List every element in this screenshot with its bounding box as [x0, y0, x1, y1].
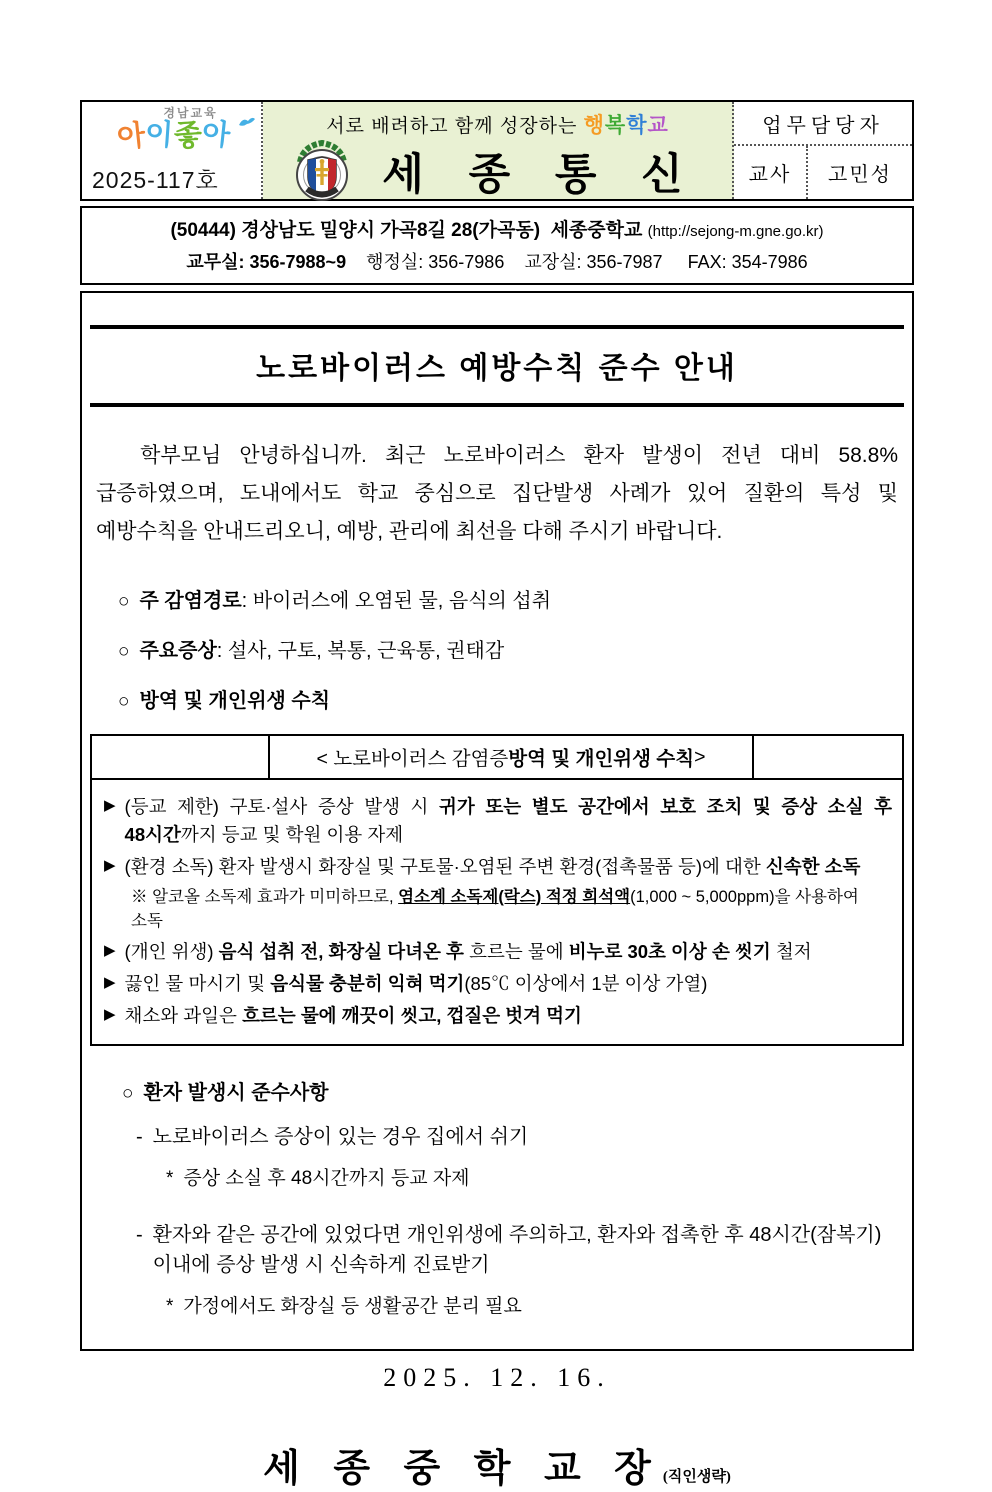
contact-label: 업무담당자: [734, 102, 912, 146]
compliance-subitem: [166, 1293, 892, 1322]
intro-paragraph: 학부모님 안녕하십니까. 최근 노로바이러스 환자 발생이 전년 대비 58.8% 급증하였으며, 도내에서도 학교 중심으로 집단발생 사례가 있어 질환의 특성 및 예방수칙을 안내드리오니, 예방, 관리에 최선을 다해 주시기 바랍니다.: [96, 444, 898, 543]
bullet-list: [118, 584, 912, 713]
bullet-hygiene-rules: [118, 684, 912, 713]
newsletter-title: 세 종 통 신: [382, 151, 700, 199]
rule-note: ※ 알코올 소독제 효과가 미미하므로, 염소계 소독제(락스) 적정 희석액(1,000 ~ 5,000ppm)을 사용하여 소독: [131, 887, 859, 931]
circle-marker: ○: [118, 641, 130, 663]
compliance-text: 증상 소실 후 48시간까지 등교 자제: [183, 1168, 470, 1190]
arrow-marker: ▶: [104, 856, 116, 874]
header-banner: [80, 100, 914, 201]
rule-item: [104, 938, 892, 966]
dash-marker: -: [136, 1223, 143, 1246]
circle-marker: ○: [118, 591, 130, 613]
signature-line: [82, 1437, 912, 1492]
org-name-label: 경남교육: [163, 106, 218, 120]
header-center-cell: [263, 102, 734, 199]
bullet-label: 주 감염경로: [139, 590, 242, 613]
star-marker: *: [166, 1168, 174, 1190]
masthead: [263, 140, 732, 202]
bird-icon: [237, 115, 257, 129]
circle-marker: ○: [118, 691, 130, 713]
contact-row: [734, 146, 912, 199]
rule-text: 끓인 물 마시기 및 음식물 충분히 익혀 먹기(85℃ 이상에서 1분 이상 가열): [124, 972, 708, 994]
rule-item: [104, 853, 892, 881]
circle-marker: ○: [122, 1083, 134, 1105]
phone-line: 교무실: 356-7988~9 행정실: 356-7986 교장실: 356-7987 FAX: 354-7986: [186, 252, 808, 272]
rules-header-right-cell: [752, 736, 902, 778]
dash-marker: -: [136, 1126, 143, 1149]
bullet-text: : 바이러스에 오염된 물, 음식의 섭취: [241, 590, 552, 613]
issue-date: 2025. 12. 16.: [383, 1363, 611, 1393]
compliance-text: 노로바이러스 증상이 있는 경우 집에서 쉬기: [152, 1126, 529, 1149]
bullet-label: 주요증상: [139, 640, 217, 663]
brand-wordmark: 아이좋아: [116, 117, 232, 154]
compliance-heading-label: 환자 발생시 준수사항: [143, 1082, 329, 1105]
compliance-text: 가정에서도 화장실 등 생활공간 분리 필요: [183, 1295, 522, 1317]
compliance-item: [136, 1220, 892, 1280]
contact-name: 고민성: [828, 164, 892, 186]
gyeongnam-education-logo: [92, 106, 255, 154]
school-tagline: [263, 109, 732, 139]
rule-item: [104, 1002, 892, 1030]
rules-table-header: [92, 736, 902, 780]
compliance-subitem: [166, 1165, 892, 1194]
tagline-prefix: 서로 배려하고 함께 성장하는: [326, 116, 584, 137]
rules-header-left-cell: [92, 736, 270, 778]
bullet-label: 방역 및 개인위생 수칙: [139, 690, 331, 713]
rule-text: (개인 위생) 음식 섭취 전, 화장실 다녀온 후 흐르는 물에 비누로 30초 이상 손 씻기 철저: [124, 941, 812, 963]
rule-text: (등교 제한) 구토·설사 증상 발생 시 귀가 또는 별도 공간에서 보호 조치 및 증상 소실 후 48시간까지 등교 및 학원 이용 자제: [124, 796, 892, 846]
school-address-box: [80, 206, 914, 285]
arrow-marker: ▶: [104, 973, 116, 991]
contact-role: 교사: [734, 146, 808, 199]
rule-item: [104, 970, 892, 998]
bullet-infection-route: [118, 584, 912, 613]
rule-item: [104, 793, 892, 849]
arrow-marker: ▶: [104, 797, 116, 815]
star-marker: *: [166, 1295, 174, 1317]
arrow-marker: ▶: [104, 942, 116, 960]
compliance-heading: [122, 1076, 892, 1105]
patient-compliance-section: [122, 1076, 892, 1321]
compliance-text: 환자와 같은 공간에 있었다면 개인위생에 주의하고, 환자와 접촉한 후 48시간(잠복기) 이내에 증상 발생 시 신속하게 진료받기: [152, 1223, 882, 1276]
tagline-happy-school: 행복학교: [583, 114, 669, 137]
notice-title: 노로바이러스 예방수칙 준수 안내: [256, 352, 738, 385]
rule-text: 채소와 과일은 흐르는 물에 깨끗이 씻고, 껍질은 벗겨 먹기: [124, 1004, 582, 1026]
principal-signature: 세 종 중 학 교 장: [263, 1448, 663, 1491]
hygiene-rules-table: [90, 734, 904, 1046]
notice-body: [80, 291, 914, 1491]
arrow-marker: ▶: [104, 1005, 116, 1023]
header-logo-cell: [82, 102, 263, 199]
school-emblem-icon: [295, 140, 349, 202]
address-line: (50444) 경상남도 밀양시 가곡8길 28(가곡동) 세종중학교 (http://sejong-m.gne.go.kr): [170, 220, 824, 241]
rule-text: (환경 소독) 환자 발생시 화장실 및 구토물·오염된 주변 환경(접촉물품 등)에 대한 신속한 소독: [124, 855, 861, 877]
rules-table-body: [92, 780, 902, 1044]
notice-title-block: [90, 325, 904, 407]
compliance-item: [136, 1122, 892, 1152]
seal-omitted-note: (직인생략): [662, 1469, 731, 1486]
bullet-text: : 설사, 구토, 복통, 근육통, 권태감: [216, 640, 505, 663]
rules-header-title: < 노로바이러스 감염증 방역 및 개인위생 수칙 >: [316, 745, 706, 771]
bullet-symptoms: [118, 634, 912, 663]
header-contact-cell: [734, 102, 912, 199]
document-number: 2025-117호: [92, 167, 219, 193]
